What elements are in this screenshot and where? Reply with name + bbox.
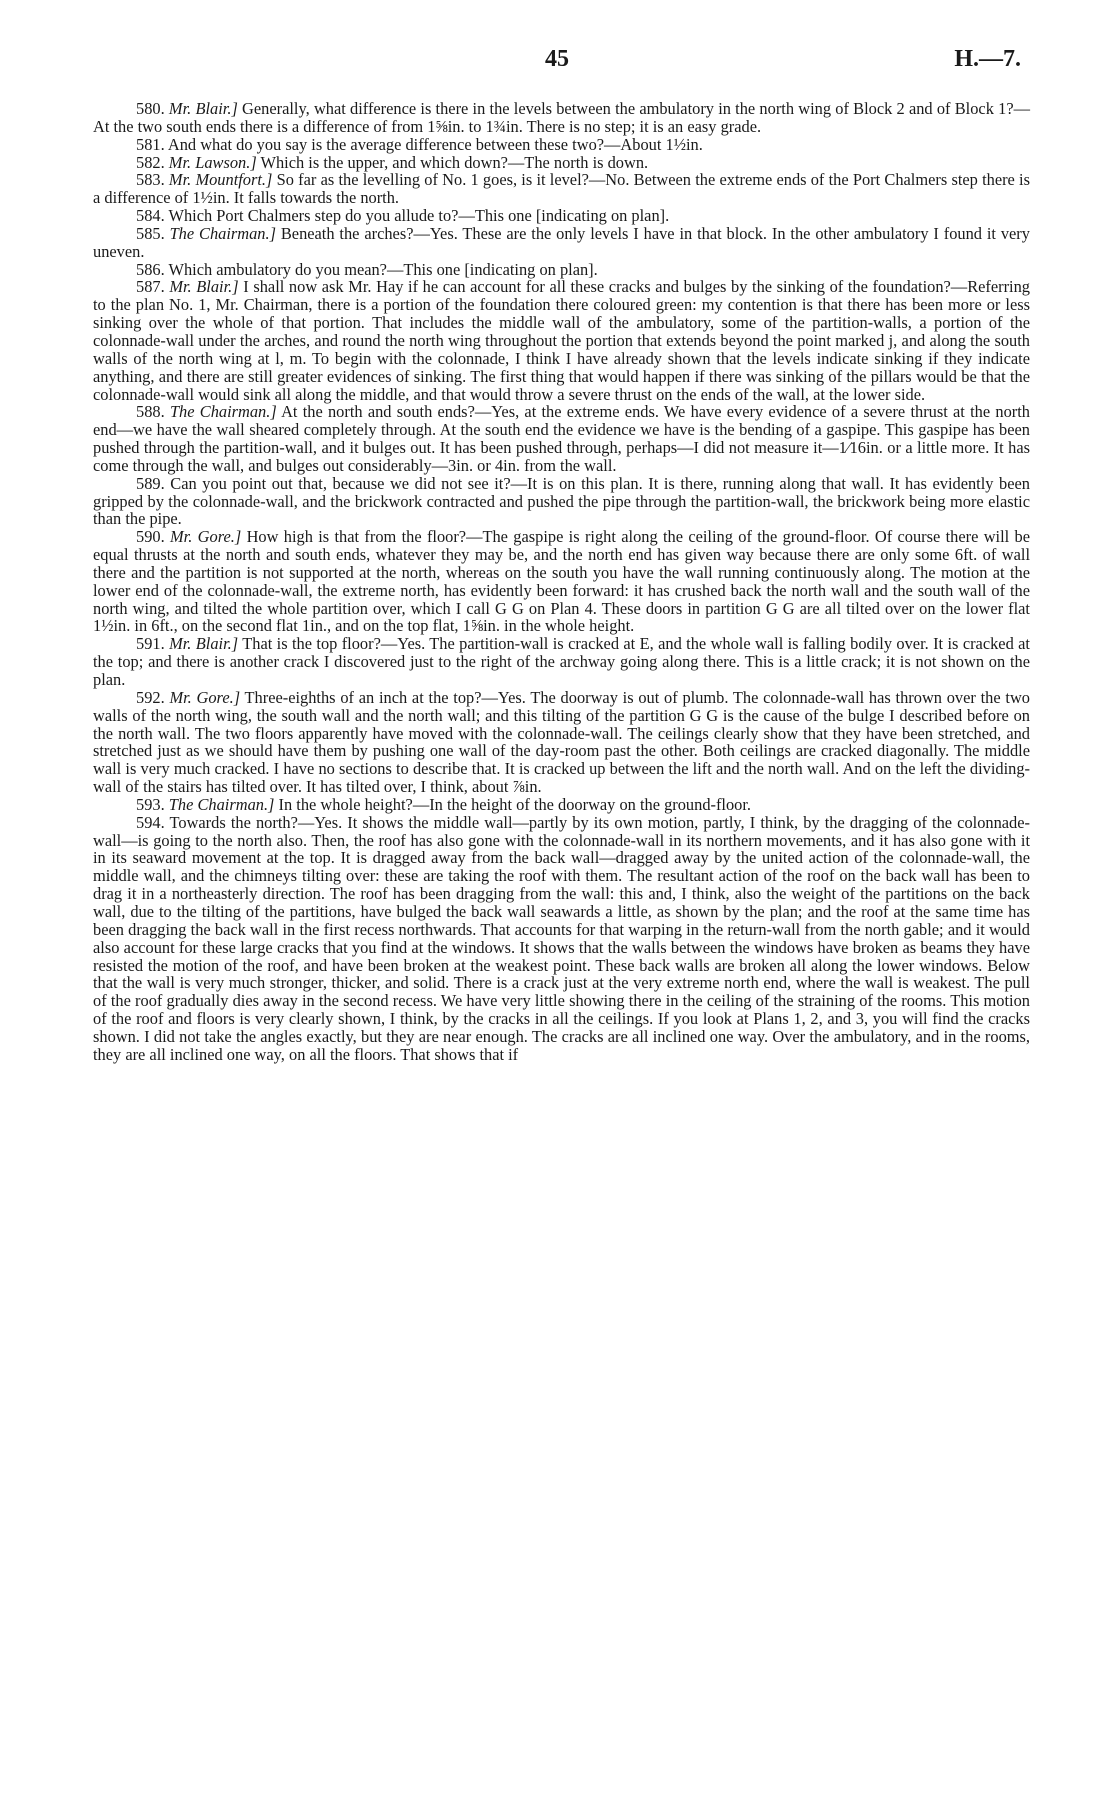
paragraph-586 [93,261,1030,279]
page-header [93,46,1021,82]
paragraph-number: 582. [136,152,165,172]
paragraph-text: Three-eighths of an inch at the top?—Yes. The doorway is out of plumb. The colonnade-wall has thrown over the two walls of the north wing, the south wall and the north wall; and this tilting of the partition G G is the cause of the bulge I described before on the north wall. The two floors apparently have moved with the colonnade-wall. The ceilings clearly show that they have been stretched, and stretched just as we should have them by pushing one wall of the day-room past the other. Both ceilings are cracked diagonally. The middle wall is very much cracked. I have no sections to describe that. It is cracked up between the lift and the north wall. And on the left the dividing-wall of the stairs has tilted over. It has tilted over, I think, about ⅞in. [93,687,1030,797]
paragraph-text: Which is the upper, and which down?—The north is down. [256,152,649,172]
speaker: Mr. Blair.] [169,634,239,654]
paragraph-number: 588. [136,402,165,422]
paragraph-text: Which Port Chalmers step do you allude to?—This one [indicating on plan]. [164,206,670,226]
testimony-body [93,100,1030,1064]
paragraph-594 [93,814,1030,1064]
paragraph-number: 591. [136,634,165,654]
paragraph-582 [93,154,1030,172]
paragraph-number: 587. [136,277,165,297]
speaker: Mr. Blair.] [168,99,238,118]
paragraph-581 [93,136,1030,154]
speaker: The Chairman.] [169,223,276,243]
paragraph-583 [93,171,1030,207]
speaker: Mr. Blair.] [169,277,239,297]
paragraph-text: At the north and south ends?—Yes, at the extreme ends. We have every evidence of a severe thrust at the north end—we have the wall sheared completely through. At the south end the evidence we have is the bending of a gaspipe. This gaspipe has been pushed through the partition-wall, and it bulges out. It has been pushed through, perhaps—I did not measure it—1⁄16in. or a little more. It has come through the wall, and bulges out considerably—3in. or 4in. from the wall. [93,402,1030,475]
paragraph-number: 581. [136,134,165,154]
paragraph-593 [93,796,1030,814]
paragraph-text: Towards the north?—Yes. It shows the middle wall—partly by its own motion, partly, I think, by the dragging of the colonnade-wall—is going to the north also. Then, the roof has also gone with the colonnade-wall in its northern movements, and it has also gone with it in its seaward movement at the top. It is dragged away from the back wall—dragged away by the united action of the colonnade-wall, the middle wall, and the chimneys tilting over: these are taking the roof with them. The resultant action of the roof on the back wall has been to drag it in a northeasterly direction. The roof has been dragging from the wall: this and, I think, also the weight of the partitions on the back wall, due to the tilting of the partitions, have bulged the back wall seawards a little, as shown by the plan; and the roof at the same time has been dragging the back wall in the first recess northwards. That accounts for that warping in the return-wall from the north gable; and it would also account for these large cracks that you find at the windows. It shows that the walls between the windows have broken as beams they have resisted the motion of the roof, and have been broken at the weakest point. These back walls are broken all along the lower windows. Below that the wall is very much stronger, thicker, and solid. There is a crack just at the very extreme north end, where the wall is weakest. The pull of the roof gradually dies away in the second recess. We have very little showing there in the ceiling of the straining of the rooms. This motion of the roof and floors is very clearly shown, I think, by the cracks in all the ceilings. If you look at Plans 1, 2, and 3, you will find the cracks shown. I did not take the angles exactly, but they are near enough. The cracks are all inclined one way. Over the ambulatory, and in the rooms, they are all inclined one way, on all the floors. That shows that if [93,812,1030,1064]
paragraph-589 [93,475,1030,529]
speaker: The Chairman.] [168,794,275,814]
paragraph-text: Beneath the arches?—Yes. These are the only levels I have in that block. In the other ambulatory I found it very uneven. [93,223,1030,261]
paragraph-text: I shall now ask Mr. Hay if he can account for all these cracks and bulges by the sinking of the foundation?—Referring to the plan No. 1, Mr. Chairman, there is a portion of the foundation there coloured green: my contention is that there has been more or less sinking over the whole of that portion. That includes the middle wall of the ambulatory, some of the partition-walls, a portion of the colonnade-wall under the arches, and round the north wing throughout the portion that extends beyond the point marked j, and along the south walls of the north wing at l, m. To begin with the colonnade, I think I have already shown that the levels indicate sinking if they indicate anything, and there are still greater evidences of sinking. The first thing that would happen if there was sinking of the pillars would be that the colonnade-wall would sink all along the middle, and that would throw a severe thrust on the ends of the wall, at the lower side. [93,277,1030,404]
paragraph-text: So far as the levelling of No. 1 goes, is it level?—No. Between the extreme ends of the Port Chalmers step there is a difference of 1½in. It falls towards the north. [93,170,1030,208]
paragraph-number: 580. [136,99,165,118]
paragraph-584 [93,207,1030,225]
speaker: Mr. Gore.] [169,687,241,707]
paragraph-text: Generally, what difference is there in the levels between the ambulatory in the north wing of Block 2 and of Block 1?—At the two south ends there is a difference of from 1⅝in. to 1¾in. There is no step; it is an easy grade. [93,99,1030,136]
paragraph-number: 590. [136,527,165,547]
paragraph-text: In the whole height?—In the height of the doorway on the ground-floor. [274,794,752,814]
paragraph-591 [93,635,1030,689]
speaker: Mr. Mountfort.] [168,170,273,190]
paragraph-590 [93,528,1030,635]
paragraph-585 [93,225,1030,261]
paragraph-text: Can you point out that, because we did not see it?—It is on this plan. It is there, running along that wall. It has evidently been gripped by the colonnade-wall, and the brickwork contracted and pushed the pipe through the partition-wall, the brickwork being more elastic than the pipe. [93,473,1030,529]
paragraph-text: How high is that from the floor?—The gaspipe is right along the ceiling of the ground-floor. Of course there will be equal thrusts at the north and south ends, whatever they may be, and the north end has given way because there are only some 6ft. of wall there and the partition is not supported at the north, whereas on the south you have the wall running continuously along. The motion at the lower end of the colonnade-wall, the extreme north, has evidently been forward: it has crushed back the north wall and the south wall of the north wing, and tilted the whole partition over, which I call G G on Plan 4. These doors in partition G G are all tilted over on the lower flat 1½in. in 6ft., on the second flat 1in., and on the top flat, 1⅝in. in the whole height. [93,527,1030,636]
paragraph-number: 586. [136,259,165,279]
paragraph-text: That is the top floor?—Yes. The partition-wall is cracked at E, and the whole wall is falling bodily over. It is cracked at the top; and there is another crack I discovered just to the right of the archway going along there. This is a little crack; it is not shown on the plan. [93,634,1030,689]
document-code: H.—7. [954,46,1021,72]
paragraph-580 [93,100,1030,136]
paragraph-text: And what do you say is the average difference between these two?—About 1½in. [164,134,703,154]
speaker: Mr. Gore.] [170,527,242,547]
paragraph-text: Which ambulatory do you mean?—This one [indicating on plan]. [164,259,598,279]
speaker: Mr. Lawson.] [168,152,257,172]
speaker: The Chairman.] [169,402,277,422]
paragraph-number: 592. [136,687,165,707]
paragraph-587 [93,278,1030,403]
paragraph-number: 583. [136,170,165,190]
paragraph-588 [93,403,1030,474]
page-number: 45 [545,46,569,72]
paragraph-number: 594. [136,812,165,832]
paragraph-number: 593. [136,794,165,814]
paragraph-number: 584. [136,206,165,226]
paragraph-number: 585. [136,223,165,243]
paragraph-number: 589. [136,473,165,493]
paragraph-592 [93,689,1030,796]
